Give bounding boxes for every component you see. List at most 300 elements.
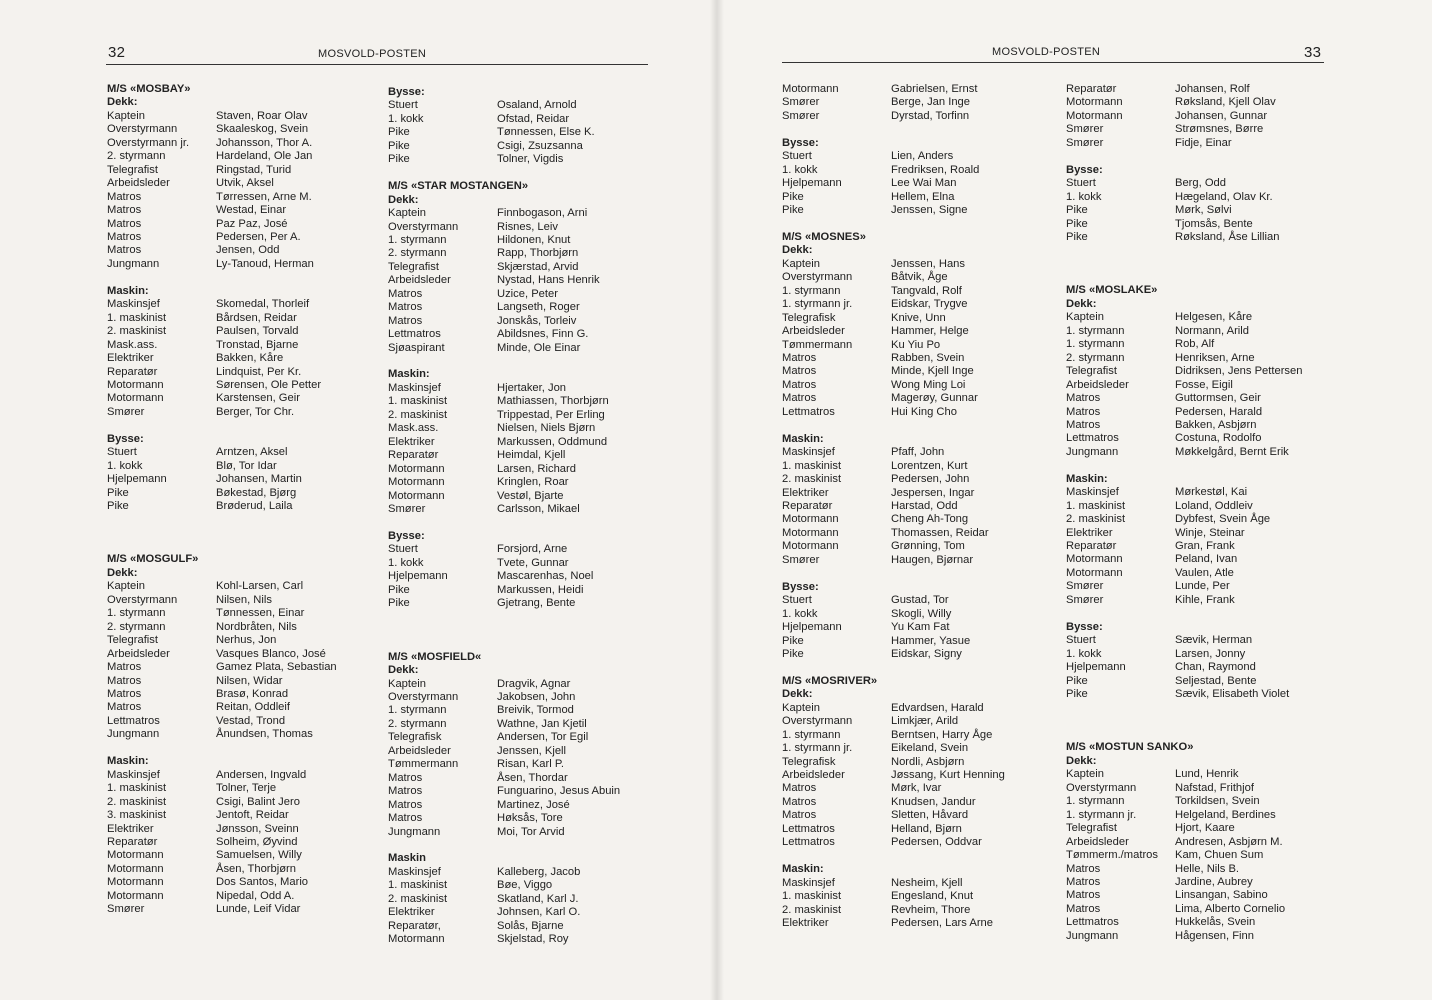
crew-row: [1066, 863, 1356, 876]
crew-role: Matros: [1066, 405, 1101, 418]
crew-row: [1066, 365, 1356, 378]
crew-row: [782, 325, 1072, 338]
crew-role: 1. maskinist: [107, 311, 167, 324]
crew-name: Markussen, Oddmund: [497, 435, 608, 448]
department-heading: Bysse:: [782, 580, 819, 593]
crew-role: Elektriker: [107, 822, 154, 835]
crew-role: 2. maskinist: [107, 795, 167, 808]
crew-name: Lima, Alberto Cornelio: [1175, 902, 1286, 915]
crew-role: Matros: [107, 244, 142, 257]
crew-row: [1066, 83, 1356, 96]
crew-row: [782, 877, 1072, 890]
crew-row: [107, 728, 397, 741]
crew-role: Motormann: [107, 849, 164, 862]
crew-name: Åsen, Thorbjørn: [216, 862, 297, 875]
crew-row: [388, 99, 678, 112]
crew-row: [782, 177, 1072, 190]
crew-name: Lien, Anders: [891, 150, 954, 163]
crew-name: Tørressen, Arne M.: [216, 190, 312, 203]
crew-row: [388, 409, 678, 422]
crew-row: [782, 554, 1072, 567]
ship-heading: M/S «MOSNES»: [782, 230, 866, 243]
crew-name: Edvardsen, Harald: [891, 701, 984, 714]
crew-row: [782, 298, 1072, 311]
crew-row: [1066, 782, 1356, 795]
crew-role: 2. maskinist: [782, 473, 842, 486]
crew-name: Johansen, Rolf: [1175, 83, 1250, 95]
crew-role: Motormann: [388, 476, 445, 489]
section-spacer: [388, 167, 678, 180]
crew-role: Smører: [1066, 593, 1104, 606]
crew-row: [388, 920, 678, 933]
crew-row: [782, 392, 1072, 405]
crew-row: [388, 463, 678, 476]
crew-role: Arbeidsleder: [1066, 835, 1129, 848]
crew-row: [1066, 191, 1356, 204]
crew-role: Smører: [107, 903, 145, 916]
crew-role: Arbeidsleder: [107, 647, 170, 660]
crew-name: Knive, Unn: [891, 311, 946, 324]
crew-role: Overstyrmann: [782, 715, 853, 728]
crew-name: Ringstad, Turid: [216, 163, 292, 176]
crew-row: [1066, 325, 1356, 338]
crew-row: [782, 460, 1072, 473]
department-heading: Bysse:: [1066, 620, 1103, 633]
crew-row: [388, 140, 678, 153]
crew-name: Lunde, Leif Vidar: [216, 903, 301, 916]
crew-role: 2. styrmann: [107, 150, 166, 163]
department-heading: Bysse:: [388, 529, 425, 542]
crew-name: Engesland, Knut: [891, 890, 974, 903]
crew-row: [782, 608, 1072, 621]
crew-row: [107, 406, 397, 419]
crew-role: Hjelpemann: [388, 570, 448, 583]
crew-name: Solås, Bjarne: [497, 919, 564, 932]
crew-role: 1. maskinist: [107, 782, 167, 795]
crew-name: Torkildsen, Svein: [1175, 795, 1260, 808]
crew-name: Limkjær, Arild: [891, 715, 959, 728]
crew-role: Pike: [1066, 687, 1088, 700]
crew-role: Pike: [1066, 674, 1088, 687]
crew-name: Røksland, Kjell Olav: [1175, 96, 1276, 109]
crew-name: Tolner, Vigdis: [497, 153, 564, 166]
crew-row: [107, 110, 397, 123]
crew-row: [782, 621, 1072, 634]
crew-name: Henriksen, Arne: [1175, 351, 1255, 364]
crew-row: [388, 288, 678, 301]
department-heading: Bysse:: [782, 136, 819, 149]
crew-role: Matros: [388, 798, 423, 811]
crew-name: Seljestad, Bente: [1175, 674, 1257, 687]
crew-row: [1066, 379, 1356, 392]
crew-row: [782, 513, 1072, 526]
crew-name: Samuelsen, Willy: [216, 849, 302, 862]
crew-role: Matros: [782, 782, 817, 795]
crew-row: [1066, 634, 1356, 647]
crew-name: Pedersen, Lars Arne: [891, 917, 993, 929]
crew-name: Winje, Steinar: [1175, 526, 1245, 539]
crew-role: Matros: [107, 701, 142, 714]
crew-row: [388, 826, 678, 839]
section-spacer: [1066, 607, 1356, 620]
crew-role: Matros: [388, 301, 423, 314]
crew-name: Csigi, Balint Jero: [216, 795, 300, 808]
crew-row: [107, 298, 397, 311]
crew-role: Overstyrmann: [107, 593, 178, 606]
crew-row: [388, 879, 678, 892]
section-spacer: [1066, 150, 1356, 163]
crew-name: Tolner, Terje: [216, 782, 277, 795]
crew-row: [107, 204, 397, 217]
crew-name: Hægeland, Olav Kr.: [1175, 190, 1273, 203]
section-spacer: [782, 567, 1072, 580]
crew-role: Matros: [782, 365, 817, 378]
crew-row: [107, 352, 397, 365]
crew-role: Reparatør: [388, 449, 439, 462]
crew-role: Jungmann: [1066, 929, 1119, 942]
crew-role: Smører: [1066, 136, 1104, 149]
crew-role: 2. styrmann: [388, 247, 447, 260]
crew-role: Telegrafist: [1066, 822, 1117, 835]
department-heading: Dekk:: [107, 566, 138, 579]
ship-heading: M/S «MOSLAKE»: [1066, 284, 1158, 297]
crew-role: Kaptein: [782, 257, 820, 270]
crew-role: 2. maskinist: [107, 325, 167, 338]
crew-name: Gamez Plata, Sebastian: [216, 661, 337, 674]
crew-name: Nafstad, Frithjof: [1175, 781, 1254, 794]
crew-row: [782, 110, 1072, 123]
crew-row: [107, 379, 397, 392]
crew-row: [107, 890, 397, 903]
crew-role: 1. maskinist: [388, 395, 448, 408]
crew-row: [1066, 486, 1356, 499]
crew-name: Vaulen, Atle: [1175, 566, 1234, 579]
crew-role: Elektriker: [107, 352, 154, 365]
crew-row: [107, 312, 397, 325]
department-heading: Dekk:: [388, 193, 419, 206]
crew-role: Telegrafist: [107, 163, 158, 176]
crew-row: [107, 863, 397, 876]
crew-row: [107, 339, 397, 352]
crew-row: [1066, 513, 1356, 526]
crew-row: [107, 392, 397, 405]
crew-role: Elektriker: [388, 906, 435, 919]
crew-name: Jenssen, Kjell: [497, 744, 567, 757]
crew-row: [388, 274, 678, 287]
crew-name: Haugen, Bjørnar: [891, 553, 974, 566]
crew-name: Costuna, Rodolfo: [1175, 432, 1262, 445]
crew-row: [782, 904, 1072, 917]
crew-row: [782, 809, 1072, 822]
department-heading: Dekk:: [107, 96, 138, 109]
crew-row: [1066, 96, 1356, 109]
crew-role: 1. maskinist: [1066, 499, 1126, 512]
crew-row: [388, 731, 678, 744]
crew-name: Wong Ming Loi: [891, 378, 966, 391]
crew-role: 2. styrmann: [388, 717, 447, 730]
crew-row: [782, 890, 1072, 903]
crew-name: Ånundsen, Thomas: [216, 728, 313, 741]
crew-name: Kam, Chuen Sum: [1175, 849, 1264, 862]
crew-role: Overstyrmann: [782, 271, 853, 284]
crew-row: [1066, 432, 1356, 445]
crew-row: [388, 584, 678, 597]
crew-role: Matros: [1066, 418, 1101, 431]
crew-role: Lettmatros: [782, 822, 835, 835]
crew-row: [782, 285, 1072, 298]
crew-name: Hjertaker, Jon: [497, 381, 567, 394]
crew-role: Elektriker: [388, 435, 435, 448]
crew-row: [782, 756, 1072, 769]
crew-role: Matros: [782, 809, 817, 822]
right-page: [716, 0, 1432, 1000]
crew-role: Lettmatros: [1066, 432, 1119, 445]
crew-role: Pike: [782, 190, 804, 203]
crew-role: Hjelpemann: [782, 621, 842, 634]
crew-name: Kringlen, Roar: [497, 476, 569, 489]
crew-row: [107, 500, 397, 513]
crew-row: [1066, 567, 1356, 580]
crew-role: Pike: [388, 139, 410, 152]
crew-name: Funguarino, Jesus Abuin: [497, 785, 621, 798]
crew-name: Andersen, Ingvald: [216, 768, 307, 781]
crew-row: [107, 150, 397, 163]
crew-role: Matros: [388, 314, 423, 327]
crew-row: [388, 234, 678, 247]
crew-name: Sørensen, Ole Petter: [216, 378, 322, 391]
crew-name: Larsen, Jonny: [1175, 647, 1246, 660]
crew-row: [388, 799, 678, 812]
crew-name: Bakken, Kåre: [216, 352, 284, 365]
crew-role: Lettmatros: [388, 328, 441, 341]
crew-role: Pike: [388, 597, 410, 610]
crew-row: [107, 648, 397, 661]
crew-name: Minde, Ole Einar: [497, 341, 581, 354]
crew-role: Smører: [782, 553, 820, 566]
crew-role: Lettmatros: [782, 405, 835, 418]
crew-role: Motormann: [1066, 109, 1123, 122]
crew-name: Berger, Tor Chr.: [216, 405, 295, 418]
crew-name: Jentoft, Reidar: [216, 809, 289, 822]
crew-row: [1066, 836, 1356, 849]
crew-role: 1. maskinist: [388, 879, 448, 892]
spine-shadow: [710, 0, 724, 1000]
crew-row: [107, 366, 397, 379]
crew-name: Gjetrang, Bente: [497, 597, 576, 610]
crew-row: [782, 796, 1072, 809]
crew-row: [1066, 338, 1356, 351]
section-spacer: [782, 419, 1072, 432]
crew-name: Skogli, Willy: [891, 607, 952, 620]
crew-role: Overstyrmann: [388, 690, 459, 703]
crew-row: [107, 123, 397, 136]
crew-name: Helgesen, Kåre: [1175, 311, 1253, 324]
crew-row: [1066, 903, 1356, 916]
crew-name: Lunde, Per: [1175, 580, 1230, 593]
crew-row: [107, 325, 397, 338]
crew-row: [1066, 688, 1356, 701]
crew-role: Smører: [782, 96, 820, 109]
crew-name: Båtvik, Åge: [891, 271, 948, 284]
crew-row: [107, 688, 397, 701]
crew-role: Sjøaspirant: [388, 341, 445, 354]
crew-name: Lee Wai Man: [891, 177, 957, 190]
crew-row: [388, 691, 678, 704]
crew-row: [1066, 231, 1356, 244]
crew-role: 2. styrmann: [107, 620, 166, 633]
crew-name: Nipedal, Odd A.: [216, 889, 295, 902]
crew-role: Arbeidsleder: [782, 769, 845, 782]
crew-role: Matros: [107, 190, 142, 203]
crew-name: Nilsen, Widar: [216, 674, 283, 687]
crew-name: Heimdal, Kjell: [497, 449, 566, 462]
crew-row: [782, 164, 1072, 177]
crew-role: Matros: [1066, 875, 1101, 888]
crew-row: [388, 153, 678, 166]
crew-row: [388, 301, 678, 314]
crew-role: Lettmatros: [107, 714, 160, 727]
section-spacer: [1066, 459, 1356, 472]
crew-role: Reparatør: [1066, 83, 1117, 95]
crew-row: [1066, 123, 1356, 136]
column-4: [1066, 83, 1356, 943]
crew-role: Motormann: [782, 526, 839, 539]
crew-name: Nesheim, Kjell: [891, 876, 963, 889]
crew-role: Arbeidsleder: [782, 325, 845, 338]
crew-role: 1. styrmann jr.: [782, 298, 853, 311]
crew-role: Motormann: [388, 462, 445, 475]
section-spacer: [388, 516, 678, 529]
crew-role: Motormann: [388, 489, 445, 502]
department-heading: Maskin: [388, 852, 426, 865]
crew-row: [782, 594, 1072, 607]
crew-role: Motormann: [107, 889, 164, 902]
crew-row: [107, 796, 397, 809]
crew-name: Johansen, Gunnar: [1175, 109, 1268, 122]
crew-row: [1066, 352, 1356, 365]
crew-role: Arbeidsleder: [107, 177, 170, 190]
department-heading: Maskin:: [782, 432, 824, 445]
crew-name: Hildonen, Knut: [497, 233, 571, 246]
crew-row: [388, 893, 678, 906]
crew-role: 1. styrmann: [1066, 795, 1125, 808]
crew-role: Stuert: [388, 99, 418, 112]
crew-row: [388, 476, 678, 489]
crew-role: Maskinsjef: [782, 446, 835, 459]
crew-role: Matros: [107, 674, 142, 687]
crew-name: Skaaleskog, Svein: [216, 123, 309, 136]
crew-row: [107, 903, 397, 916]
crew-name: Ofstad, Reidar: [497, 112, 570, 125]
column-2: [388, 86, 678, 947]
crew-row: [107, 876, 397, 889]
crew-row: [107, 634, 397, 647]
crew-role: Telegrafisk: [782, 311, 836, 324]
crew-name: Magerøy, Gunnar: [891, 392, 978, 405]
crew-name: Pedersen, John: [891, 473, 970, 486]
department-heading: Maskin:: [1066, 472, 1108, 485]
crew-role: Stuert: [107, 446, 137, 459]
crew-role: Telegrafisk: [782, 755, 836, 768]
crew-role: Smører: [388, 503, 426, 516]
crew-name: Jonskås, Torleiv: [497, 314, 577, 327]
crew-name: Bøkestad, Bjørg: [216, 486, 297, 499]
crew-name: Markussen, Heidi: [497, 583, 584, 596]
crew-name: Blø, Tor Idar: [216, 459, 277, 472]
crew-name: Berge, Jan Inge: [891, 96, 970, 109]
crew-row: [782, 473, 1072, 486]
crew-row: [782, 365, 1072, 378]
crew-row: [1066, 311, 1356, 324]
crew-row: [1066, 916, 1356, 929]
crew-row: [782, 527, 1072, 540]
crew-name: Hellem, Elna: [891, 190, 955, 203]
crew-row: [107, 621, 397, 634]
crew-row: [1066, 809, 1356, 822]
crew-name: Paulsen, Torvald: [216, 325, 299, 338]
crew-name: Bøe, Viggo: [497, 879, 553, 892]
crew-name: Staven, Roar Olav: [216, 109, 308, 122]
crew-name: Helland, Bjørn: [891, 822, 962, 835]
crew-name: Strømsnes, Børre: [1175, 123, 1264, 136]
crew-name: Nystad, Hans Henrik: [497, 274, 600, 287]
crew-role: Hjelpemann: [782, 177, 842, 190]
crew-role: Motormann: [782, 83, 839, 95]
crew-name: Hammer, Yasue: [891, 634, 971, 647]
department-heading: Bysse:: [1066, 163, 1103, 176]
column-1: [107, 83, 397, 917]
crew-row: [388, 395, 678, 408]
crew-name: Hammer, Helge: [891, 325, 969, 338]
crew-role: Maskinsjef: [388, 865, 441, 878]
crew-row: [1066, 795, 1356, 808]
crew-role: Kaptein: [1066, 311, 1104, 324]
crew-row: [107, 701, 397, 714]
crew-role: Jungmann: [388, 825, 441, 838]
crew-role: 1. kokk: [782, 163, 818, 176]
crew-row: [1066, 930, 1356, 943]
crew-row: [782, 742, 1072, 755]
crew-name: Karstensen, Geir: [216, 392, 300, 405]
crew-role: 1. styrmann: [1066, 324, 1125, 337]
department-heading: Maskin:: [107, 755, 149, 768]
crew-role: Matros: [782, 378, 817, 391]
right-running-title: MOSVOLD-POSTEN: [992, 46, 1101, 58]
ship-heading: M/S «MOSGULF»: [107, 553, 199, 566]
crew-row: [107, 258, 397, 271]
crew-row: [782, 406, 1072, 419]
crew-name: Pfaff, John: [891, 446, 945, 459]
crew-row: [782, 96, 1072, 109]
crew-role: 1. kokk: [1066, 647, 1102, 660]
crew-name: Yu Kam Fat: [891, 621, 950, 634]
crew-row: [107, 137, 397, 150]
crew-row: [782, 540, 1072, 553]
crew-name: Forsjord, Arne: [497, 543, 568, 556]
department-heading: Dekk:: [1066, 754, 1097, 767]
crew-row: [782, 500, 1072, 513]
department-heading: Bysse:: [107, 432, 144, 445]
crew-role: Matros: [107, 217, 142, 230]
crew-role: Elektriker: [782, 486, 829, 499]
crew-name: Tønnessen, Einar: [216, 607, 305, 620]
crew-role: 1. styrmann: [388, 233, 447, 246]
crew-row: [1066, 137, 1356, 150]
crew-row: [107, 164, 397, 177]
crew-row: [107, 661, 397, 674]
crew-role: Motormann: [388, 933, 445, 946]
crew-row: [107, 769, 397, 782]
